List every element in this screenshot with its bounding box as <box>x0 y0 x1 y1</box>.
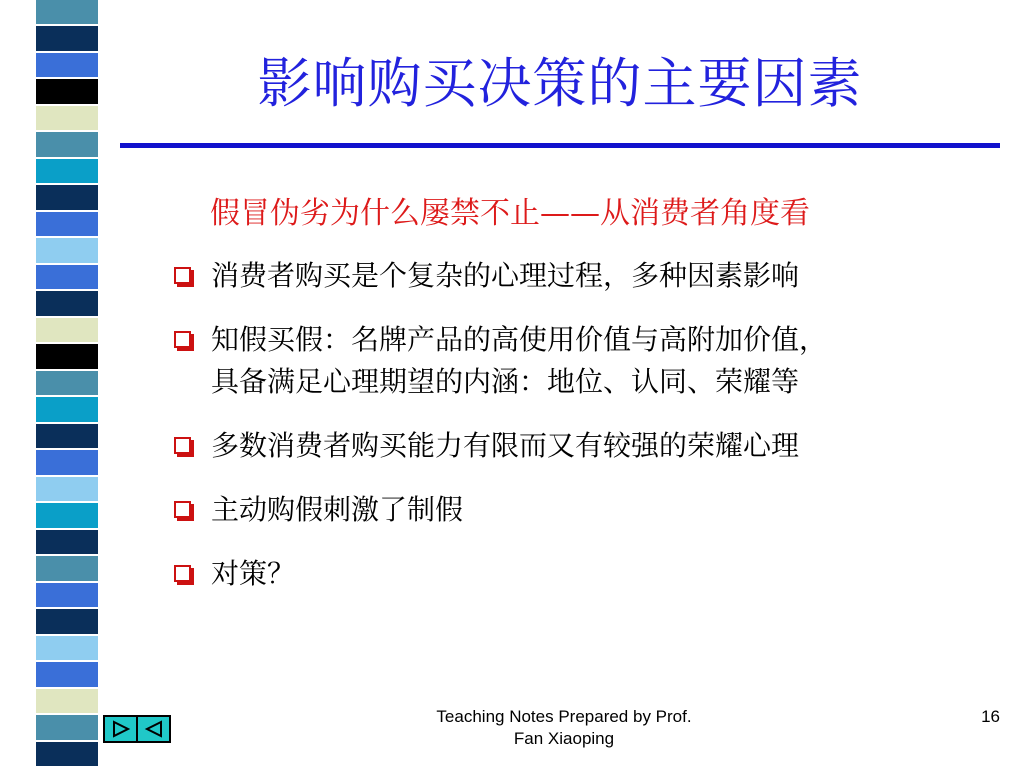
bullet-text: 对策？ <box>211 557 296 590</box>
stripe-segment <box>36 0 98 26</box>
footer-credit-line: Teaching Notes Prepared by Prof. <box>436 707 692 726</box>
footer-credit-line: Fan Xiaoping <box>513 729 615 748</box>
bullet-text: 消费者购买是个复杂的心理过程，多种因素影响 <box>211 259 800 292</box>
stripe-segment <box>36 689 98 715</box>
slide-title: 影响购买决策的主要因素 <box>257 52 863 115</box>
title-underline <box>120 143 1000 148</box>
stripe-segment <box>36 291 98 317</box>
bullet-text: 知假买假：名牌产品的高使用价值与高附加价值， 具备满足心理期望的内涵：地位、认同、荣耀等 <box>211 323 828 398</box>
stripe-segment <box>36 662 98 688</box>
stripe-segment <box>36 397 98 423</box>
decorative-stripe-bar <box>36 0 98 768</box>
bullet-item <box>174 319 994 403</box>
stripe-segment <box>36 26 98 52</box>
stripe-segment <box>36 212 98 238</box>
bullet-item <box>174 553 994 595</box>
stripe-segment <box>36 503 98 529</box>
checkbox-bullet-icon <box>174 437 191 454</box>
triangle-left-icon <box>143 720 165 738</box>
stripe-segment <box>36 106 98 132</box>
page-number: 16 <box>981 707 1000 726</box>
bullet-item <box>174 489 994 531</box>
checkbox-bullet-icon <box>174 565 191 582</box>
stripe-segment <box>36 344 98 370</box>
checkbox-bullet-icon <box>174 267 191 284</box>
stripe-segment <box>36 53 98 79</box>
stripe-segment <box>36 238 98 264</box>
bullet-item <box>174 425 994 467</box>
stripe-segment <box>36 450 98 476</box>
stripe-segment <box>36 424 98 450</box>
stripe-segment <box>36 371 98 397</box>
stripe-segment <box>36 556 98 582</box>
slide-subtitle: 假冒伪劣为什么屡禁不止——从消费者角度看 <box>210 196 810 231</box>
stripe-segment <box>36 477 98 503</box>
stripe-segment <box>36 530 98 556</box>
stripe-segment <box>36 583 98 609</box>
previous-slide-button[interactable] <box>138 717 169 741</box>
stripe-segment <box>36 715 98 741</box>
bullet-list <box>174 255 994 617</box>
bullet-text: 多数消费者购买能力有限而又有较强的荣耀心理 <box>211 429 800 462</box>
bullet-text: 主动购假刺激了制假 <box>211 493 464 526</box>
bullet-item <box>174 255 994 297</box>
stripe-segment <box>36 132 98 158</box>
stripe-segment <box>36 79 98 105</box>
stripe-segment <box>36 185 98 211</box>
slide-navigation <box>103 715 171 743</box>
footer-credit <box>380 706 748 750</box>
triangle-right-icon <box>110 720 132 738</box>
next-slide-button[interactable] <box>105 717 138 741</box>
stripe-segment <box>36 636 98 662</box>
stripe-segment <box>36 609 98 635</box>
stripe-segment <box>36 318 98 344</box>
checkbox-bullet-icon <box>174 331 191 348</box>
stripe-segment <box>36 742 98 768</box>
checkbox-bullet-icon <box>174 501 191 518</box>
stripe-segment <box>36 159 98 185</box>
stripe-segment <box>36 265 98 291</box>
